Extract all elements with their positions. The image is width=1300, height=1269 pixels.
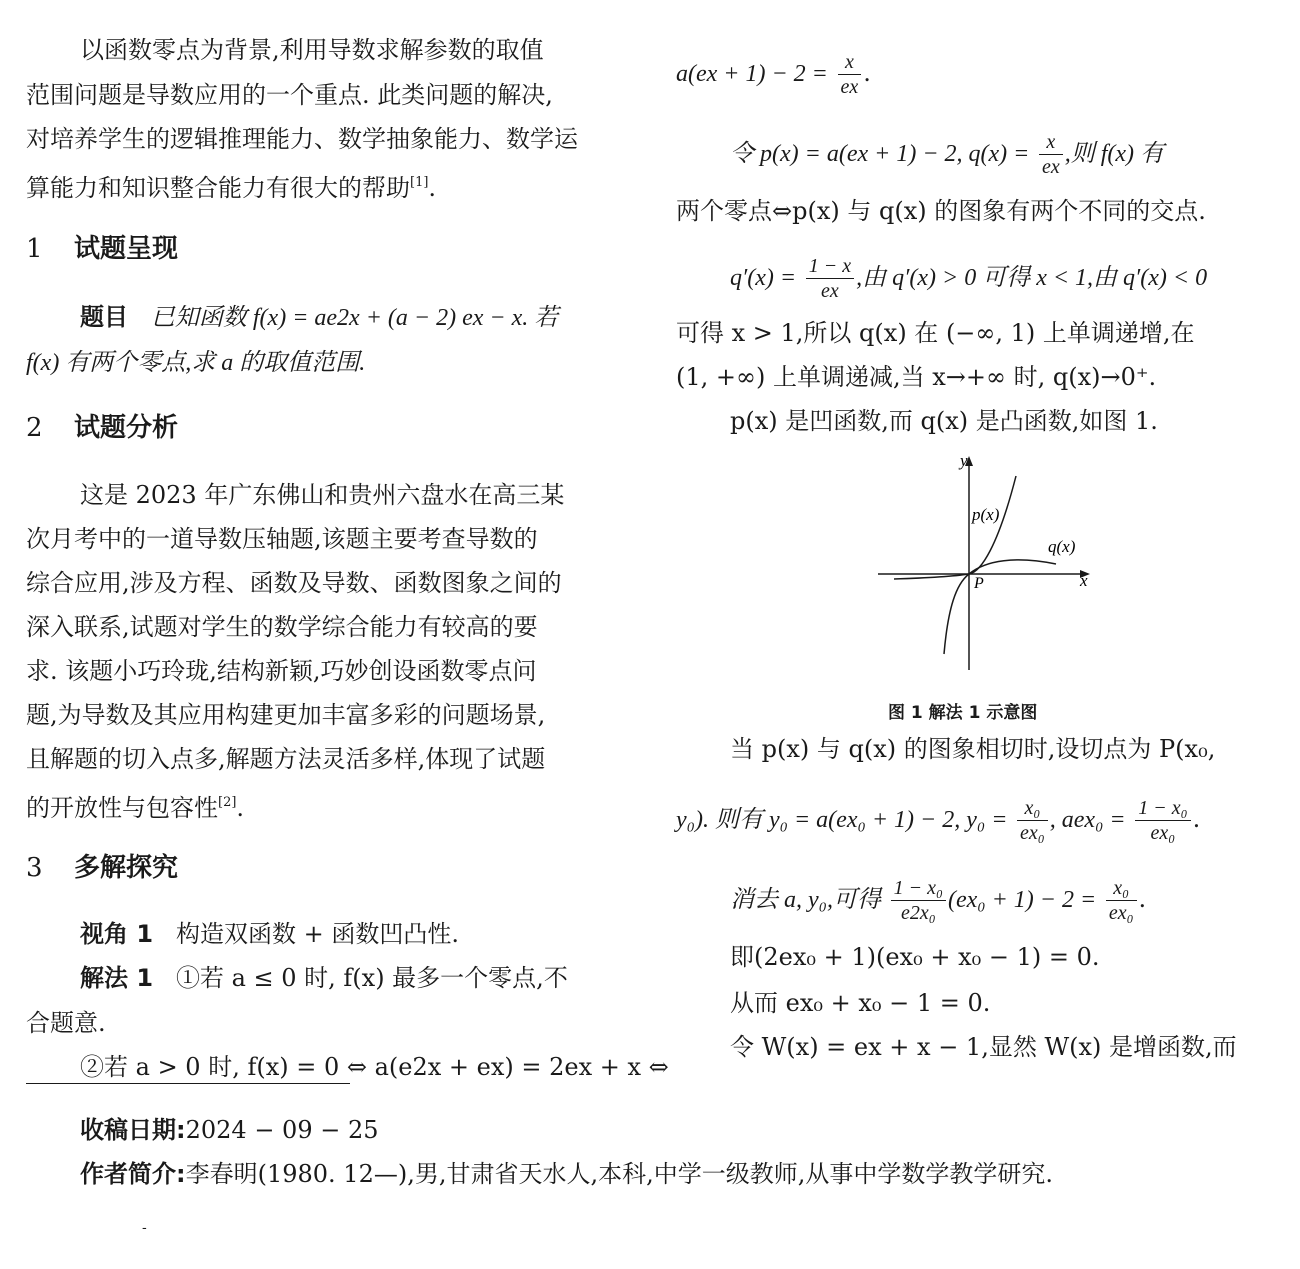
elim-mid: (ex₀ + 1) − 2 =	[947, 887, 1097, 913]
p-curve	[894, 476, 1016, 579]
author-value: 李春明(1980. 12—),男,甘肃省天水人,本科,中学一级教师,从事中学数学教学研究.	[185, 1160, 1053, 1188]
elim-den: e2x₀	[900, 902, 936, 924]
intro-line-1: 以函数零点为背景,利用导数求解参数的取值	[80, 36, 544, 64]
t2-den1: ex₀	[1020, 822, 1045, 844]
intro-line-4	[26, 166, 436, 205]
problem-label: 题目	[80, 303, 128, 331]
let-fraction	[1039, 130, 1063, 179]
t2-den2: ex₀	[1150, 822, 1176, 844]
solution-label: 解法 1	[80, 964, 154, 992]
convexity-line: p(x) 是凹函数,而 q(x) 是凸函数,如图 1.	[730, 407, 1158, 435]
t2-end: .	[1192, 805, 1201, 833]
solution-line-2: 合题意.	[26, 1009, 106, 1037]
tangent-line-1: 当 p(x) 与 q(x) 的图象相切时,设切点为 P(x₀,	[730, 735, 1216, 763]
eq1-fraction	[838, 50, 862, 99]
qprime-num: 1 − x	[806, 254, 854, 279]
y-axis-label: y	[960, 451, 968, 470]
received-label: 收稿日期:	[80, 1116, 186, 1144]
monotonic-line-2: (1, +∞) 上单调递减,当 x→+∞ 时, q(x)→0⁺.	[676, 363, 1157, 391]
q-prime-line	[730, 254, 1207, 303]
point-p-label: P	[974, 575, 984, 592]
section-3-title: 多解探究	[74, 853, 179, 883]
analysis-text: 的开放性与包容性	[26, 794, 218, 822]
received-value: 2024 − 09 − 25	[185, 1116, 379, 1144]
let-pre: 令 p(x) = a(ex + 1) − 2, q(x) =	[730, 141, 1030, 167]
analysis-line-last	[26, 786, 244, 825]
solution-line-3: ②若 a > 0 时, f(x) = 0 ⇔ a(e2x + ex) = 2ex + x ⇔	[80, 1053, 669, 1081]
tangent-fraction-2	[1135, 796, 1190, 845]
section-1-title: 试题呈现	[74, 234, 179, 264]
function-graph	[676, 448, 1276, 678]
eq1-end: .	[863, 59, 871, 87]
ie-line: 即(2ex₀ + 1)(ex₀ + x₀ − 1) = 0.	[730, 943, 1100, 971]
analysis-line: 次月考中的一道导数压轴题,该题主要考查导数的	[26, 525, 538, 553]
intro-line-4-end: .	[428, 174, 437, 202]
elim-num2: x₀	[1106, 876, 1137, 901]
let-num: x	[1039, 130, 1063, 155]
eliminate-line	[730, 876, 1146, 925]
view-line	[80, 917, 459, 951]
two-zeros-line: 两个零点⇔p(x) 与 q(x) 的图象有两个不同的交点.	[676, 197, 1206, 225]
problem-line-2	[26, 345, 365, 380]
solution-text: ①若 a ≤ 0 时, f(x) 最多一个零点,不	[175, 964, 568, 992]
section-1-number: 1	[26, 234, 43, 264]
tangent-fraction-1	[1017, 796, 1048, 845]
view-label: 视角 1	[80, 920, 154, 948]
page-mark: -	[142, 1220, 147, 1236]
figure-1	[676, 448, 1276, 678]
q-curve-label: q(x)	[1048, 537, 1076, 556]
tangent-pre: y₀). 则有 y₀ = a(ex₀ + 1) − 2, y₀ =	[676, 807, 1008, 833]
received-date	[80, 1113, 379, 1147]
analysis-line: 这是 2023 年广东佛山和贵州六盘水在高三某	[80, 481, 565, 509]
analysis-line: 题,为导数及其应用构建更加丰富多彩的问题场景,	[26, 701, 546, 729]
eq1-left: a(ex + 1) − 2 =	[676, 61, 828, 87]
author-label: 作者简介:	[80, 1160, 186, 1188]
qprime-fraction	[806, 254, 854, 303]
t2-num1: x₀	[1017, 796, 1048, 821]
footnote-rule	[26, 1083, 350, 1084]
citation-ref-2: [2]	[218, 795, 237, 810]
elim-fraction-2	[1106, 876, 1137, 925]
figure-caption: 图 1 解法 1 示意图	[888, 703, 1038, 723]
t2-mid: , aex₀ =	[1049, 807, 1126, 833]
elim-pre: 消去 a, y₀,可得	[730, 887, 881, 913]
citation-ref-1: [1]	[410, 175, 429, 190]
analysis-end: .	[236, 794, 245, 822]
analysis-line: 深入联系,试题对学生的数学综合能力有较高的要	[26, 613, 538, 641]
eq1-num: x	[838, 50, 862, 75]
p-curve-label: p(x)	[972, 505, 1000, 524]
intro-line-3: 对培养学生的逻辑推理能力、数学抽象能力、数学运	[26, 125, 578, 153]
qprime-pre: q′(x) =	[730, 265, 797, 291]
intro-line-4-text: 算能力和知识整合能力有很大的帮助	[26, 174, 410, 202]
elim-fraction-1	[891, 876, 946, 925]
thus-line: 从而 ex₀ + x₀ − 1 = 0.	[730, 989, 991, 1017]
analysis-line: 求. 该题小巧玲珑,结构新颖,巧妙创设函数零点问	[26, 657, 537, 685]
let-post: ,则 f(x) 有	[1064, 141, 1165, 167]
x-axis-label: x	[1080, 571, 1088, 590]
section-3-number: 3	[26, 853, 43, 883]
intro-line-2: 范围问题是导数应用的一个重点. 此类问题的解决,	[26, 81, 553, 109]
problem-line-1	[80, 300, 558, 335]
elim-den2: ex₀	[1108, 902, 1134, 924]
section-2-title: 试题分析	[74, 413, 179, 443]
solution-line-1	[80, 961, 568, 995]
analysis-line: 综合应用,涉及方程、函数及导数、函数图象之间的	[26, 569, 562, 597]
let-den: ex	[1041, 156, 1060, 178]
problem-statement: 已知函数 f(x) = ae2x + (a − 2) ex − x. 若	[150, 305, 559, 331]
problem-statement-cont: f(x) 有两个零点,求 a 的取值范围.	[26, 350, 366, 376]
view-text: 构造双函数 + 函数凹凸性.	[175, 920, 459, 948]
let-w-line: 令 W(x) = ex + x − 1,显然 W(x) 是增函数,而	[730, 1033, 1237, 1061]
qprime-den: ex	[821, 280, 839, 302]
qprime-post: ,由 q′(x) > 0 可得 x < 1,由 q′(x) < 0	[856, 265, 1208, 291]
section-2-heading	[26, 411, 178, 445]
analysis-line: 且解题的切入点多,解题方法灵活多样,体现了试题	[26, 745, 546, 773]
let-p-q-line	[730, 130, 1164, 179]
t2-num2: 1 − x₀	[1135, 796, 1190, 821]
section-2-number: 2	[26, 413, 43, 443]
monotonic-line-1: 可得 x > 1,所以 q(x) 在 (−∞, 1) 上单调递增,在	[676, 319, 1195, 347]
tangent-line-2	[676, 796, 1200, 845]
author-bio	[80, 1157, 1053, 1191]
section-3-heading	[26, 851, 178, 885]
section-1-heading	[26, 232, 178, 266]
equation-1	[676, 50, 871, 99]
elim-end: .	[1138, 885, 1147, 913]
eq1-den: ex	[840, 76, 859, 98]
elim-num: 1 − x₀	[891, 876, 946, 901]
